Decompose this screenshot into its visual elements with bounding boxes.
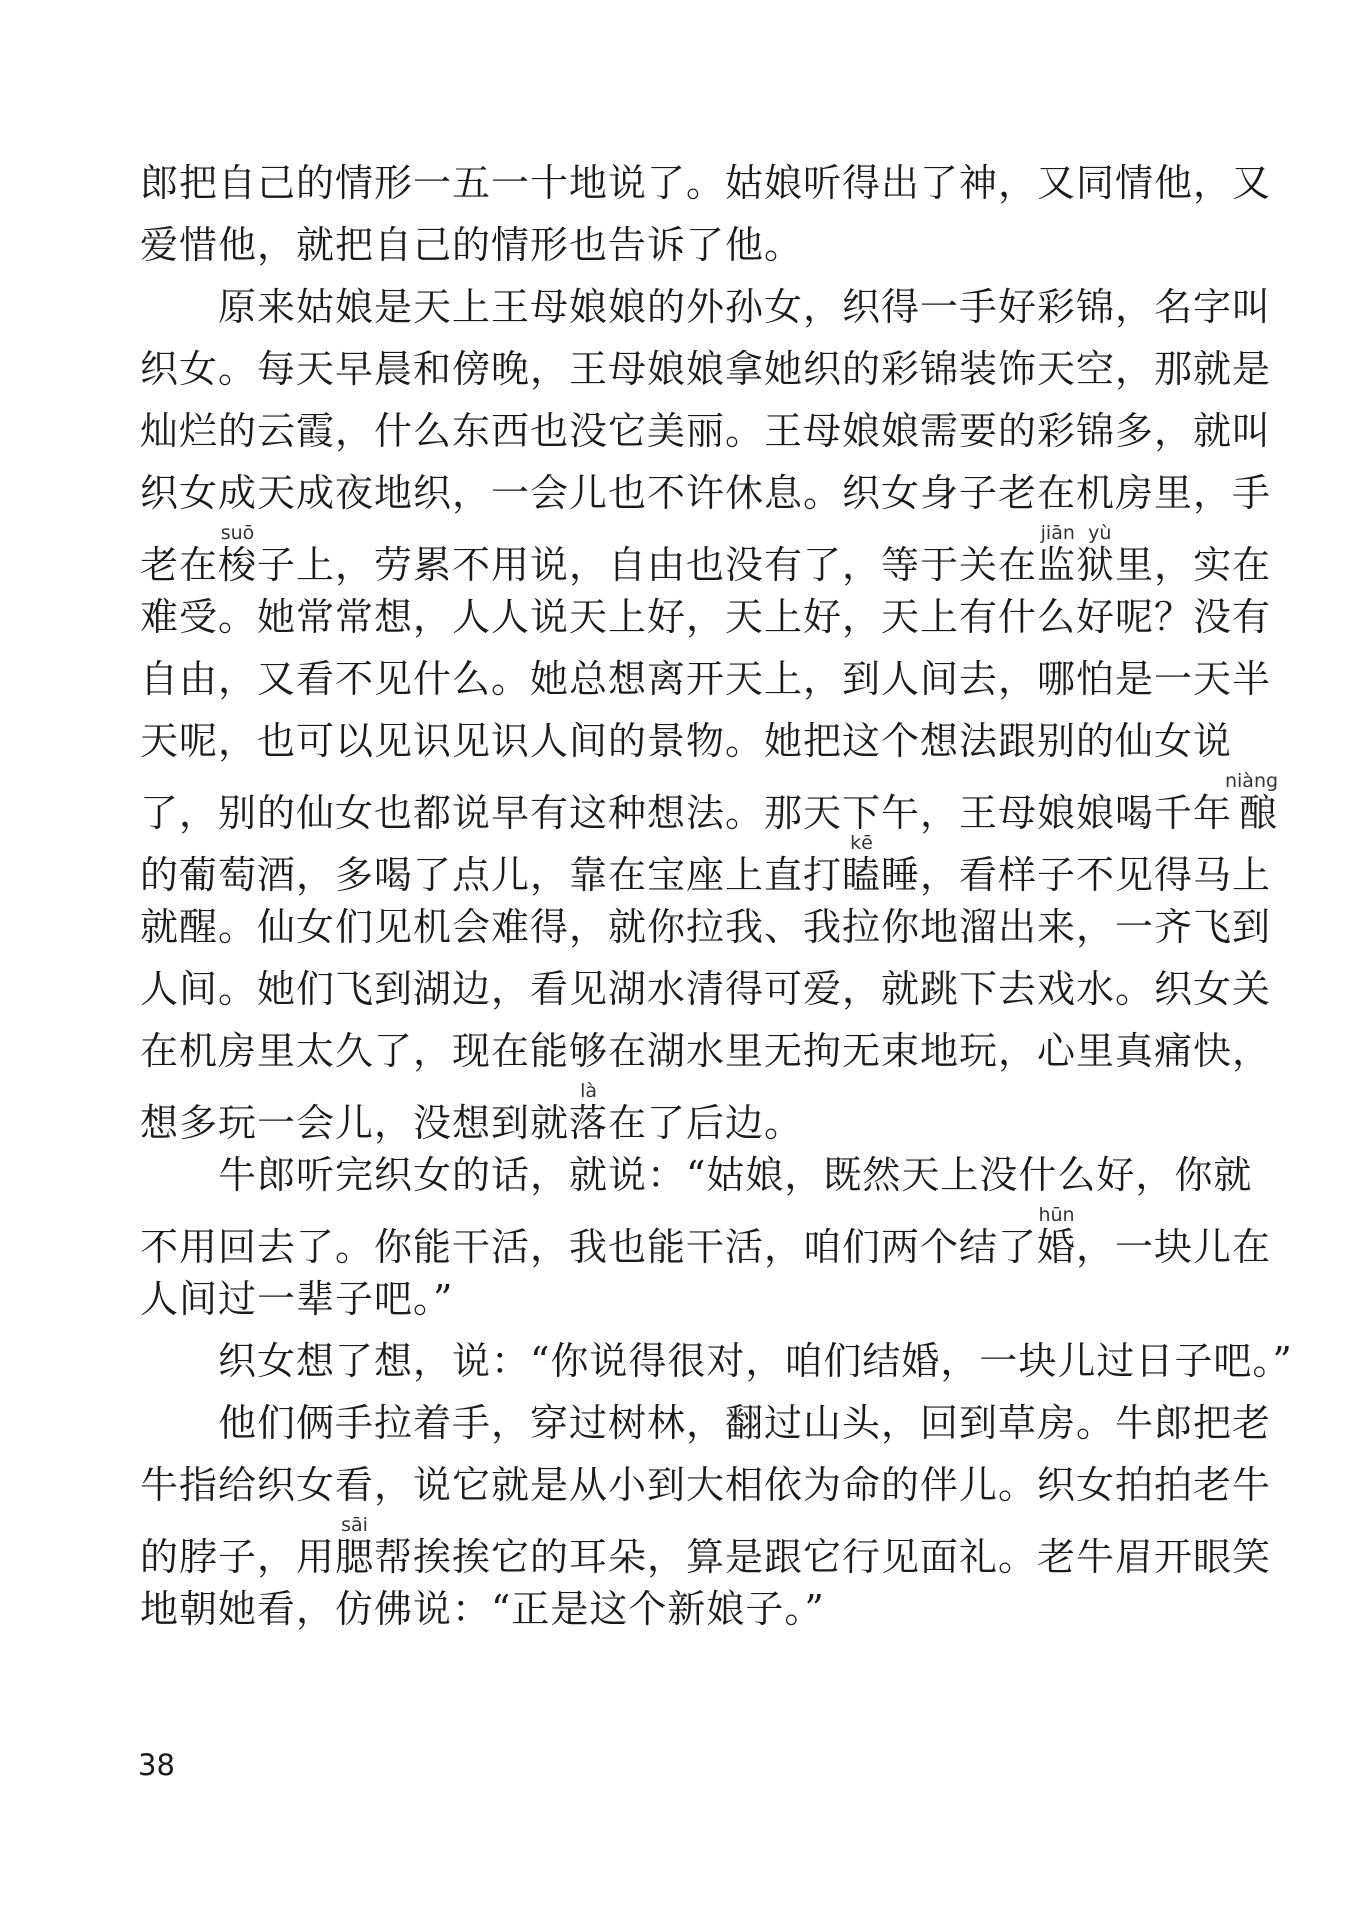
story-text — [140, 152, 1293, 1640]
paragraph-start: 织女想了想，说：“你说得很对，咱们结婚，一块儿过日子吧。” — [218, 1339, 1293, 1383]
text-line: 天呢，也可以见识见识人间的景物。她把这个想法跟别的仙女说 — [140, 719, 1233, 763]
text-line — [140, 522, 1272, 587]
text-line: 地朝她看，仿佛说：“正是这个新娘子。” — [140, 1587, 825, 1631]
text-line — [140, 832, 1272, 897]
text-line: 织女成天成夜地织，一会儿也不许休息。织女身子老在机房里，手 — [140, 471, 1272, 515]
pinyin: là — [569, 1080, 609, 1102]
pinyin: kē — [842, 832, 882, 854]
pinyin-annotation: 梭suō — [218, 522, 258, 587]
paragraph-start: 原来姑娘是天上王母娘娘的外孙女，织得一手好彩锦，名字叫 — [218, 285, 1272, 329]
text-line — [140, 1082, 1220, 1144]
paragraph-start: 牛郎听完织女的话，就说：“姑娘，既然天上没什么好，你就 — [218, 1153, 1253, 1197]
text-line: 自由，又看不见什么。她总想离开天上，到人间去，哪怕是一天半 — [140, 657, 1272, 701]
page-number: 38 — [138, 1748, 175, 1782]
text-line: 人间过一辈子吧。” — [140, 1277, 454, 1321]
pinyin: jiān yù — [1037, 522, 1116, 544]
text-segment: 了，别的仙女也都说早有这种想法。那天下午，王母娘娘喝千年 — [140, 791, 1233, 835]
text-line: 牛指给织女看，说它就是从小到大相依为命的伴儿。织女拍拍老牛 — [140, 1463, 1272, 1507]
pinyin-annotation: 落là — [569, 1080, 609, 1145]
text-segment: ，一块儿在 — [1076, 1225, 1272, 1269]
pinyin-annotation: 婚hūn — [1037, 1204, 1077, 1269]
text-line — [140, 770, 1279, 835]
pinyin-annotation: 腮sāi — [335, 1514, 375, 1579]
text-segment: 老在 — [140, 543, 219, 587]
text-segment: 睡，看样子不见得马上 — [881, 853, 1272, 897]
text-segment: 想多玩一会儿，没想到就 — [140, 1101, 570, 1145]
text-line: 郎把自己的情形一五一十地说了。姑娘听得出了神，又同情他，又 — [140, 161, 1272, 205]
text-line: 爱惜他，就把自己的情形也告诉了他。 — [140, 223, 804, 267]
text-line: 灿烂的云霞，什么东西也没它美丽。王母娘娘需要的彩锦多，就叫 — [140, 409, 1272, 453]
pinyin-annotation: 监狱jiān yù — [1037, 522, 1116, 587]
text-line: 人间。她们飞到湖边，看见湖水清得可爱，就跳下去戏水。织女关 — [140, 967, 1272, 1011]
pinyin-annotation: 酿niàng — [1224, 770, 1279, 835]
text-segment: 不用回去了。你能干活，我也能干活，咱们两个结了 — [140, 1225, 1038, 1269]
pinyin: suō — [218, 522, 258, 544]
text-segment: 里，实在 — [1115, 543, 1272, 587]
text-segment: 的脖子，用 — [140, 1535, 336, 1579]
pinyin: sāi — [335, 1514, 375, 1536]
pinyin: hūn — [1037, 1204, 1077, 1226]
pinyin: niàng — [1224, 770, 1279, 792]
text-segment: 在了后边。 — [608, 1101, 804, 1145]
text-line: 织女。每天早晨和傍晚，王母娘娘拿她织的彩锦装饰天空，那就是 — [140, 347, 1272, 391]
paragraph-start: 他们俩手拉着手，穿过树林，翻过山头，回到草房。牛郎把老 — [218, 1401, 1272, 1445]
text-line — [140, 1204, 1272, 1269]
pinyin-annotation: 瞌kē — [842, 832, 882, 897]
text-segment: 子上，劳累不用说，自由也没有了，等于关在 — [257, 543, 1038, 587]
text-segment: 的葡萄酒，多喝了点儿，靠在宝座上直打 — [140, 853, 843, 897]
text-line: 难受。她常常想，人人说天上好，天上好，天上有什么好呢？没有 — [140, 595, 1272, 639]
text-segment: 帮挨挨它的耳朵，算是跟它行见面礼。老牛眉开眼笑 — [374, 1535, 1272, 1579]
text-line: 在机房里太久了，现在能够在湖水里无拘无束地玩，心里真痛快， — [140, 1029, 1272, 1073]
text-line — [140, 1514, 1272, 1579]
text-line: 就醒。仙女们见机会难得，就你拉我、我拉你地溜出来，一齐飞到 — [140, 905, 1272, 949]
